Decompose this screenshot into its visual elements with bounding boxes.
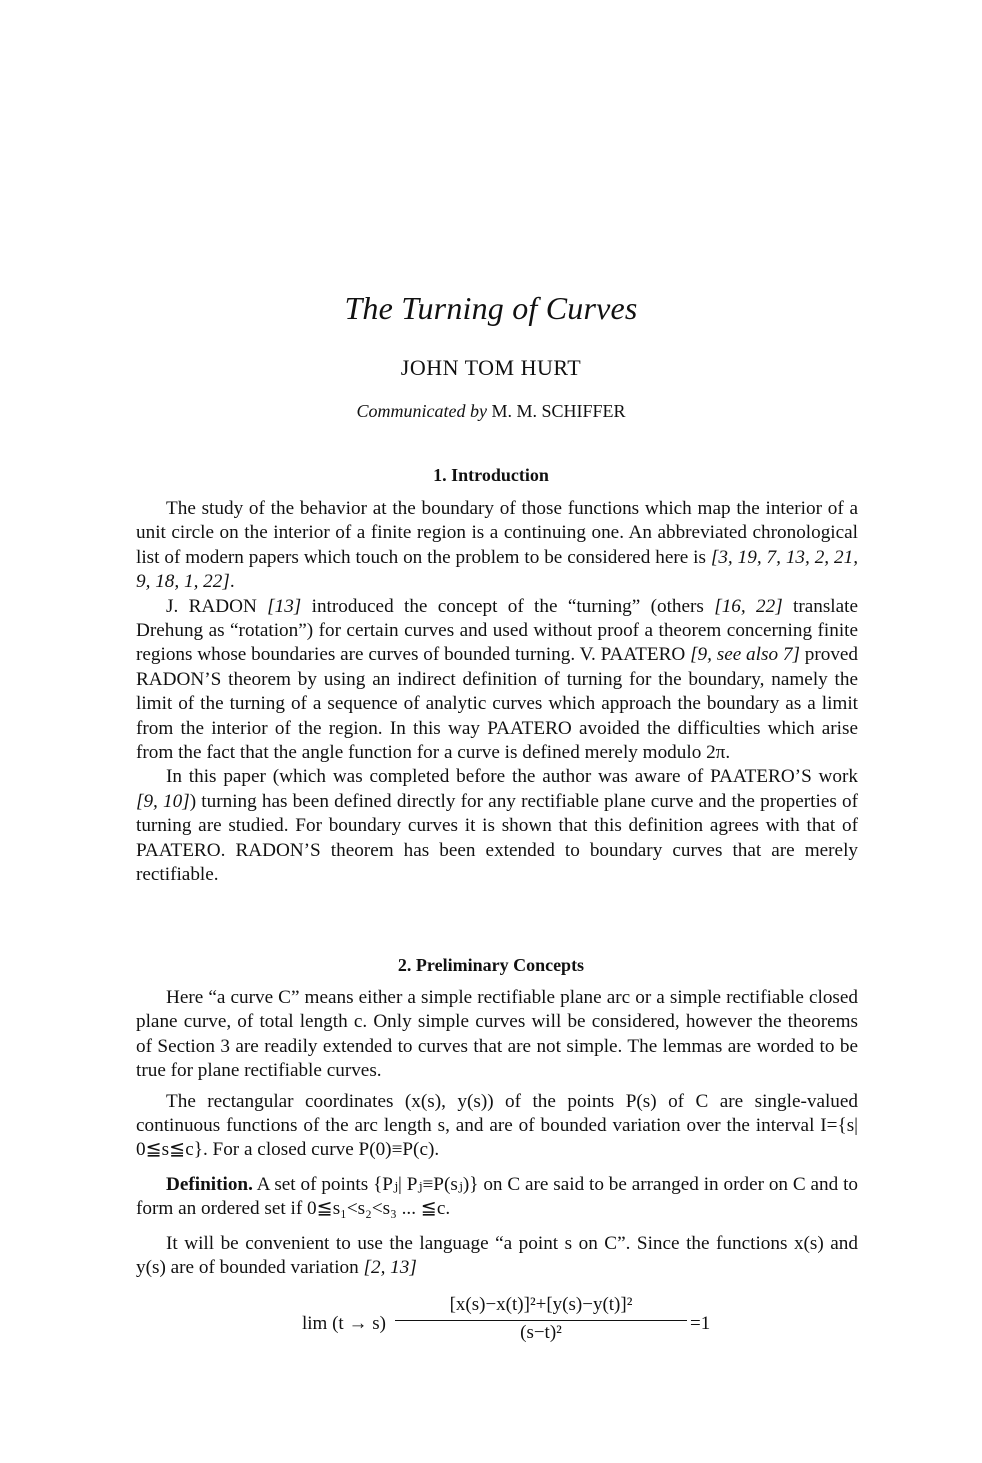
text-run: work [811, 766, 858, 788]
text-run: theorem by using an indirect definition of turning for the boundary, namely the limit of the turning of a sequence of analytic curves which approach the boundary as a limit from the interior of the region. In this way [136, 668, 858, 739]
definition-paragraph [136, 1173, 858, 1222]
text-run: theorem has been extended to boundary curves that are merely rectifiable. [136, 839, 858, 886]
citation: [16, 22] [714, 595, 783, 617]
equation-denominator: (s−t)² [520, 1322, 562, 1343]
author-reference: RADON [188, 595, 257, 617]
text-run: introduced the concept of the “turning” (others [301, 595, 715, 617]
author-reference: RADON’S [235, 839, 321, 861]
text-run: ) turning has been defined directly for any rectifiable plane curve and the properties of turning are studied. For boundary curves it is shown that this definition agrees with that of [136, 790, 859, 837]
text-run: proved [799, 644, 859, 666]
author-reference: PAATERO [487, 717, 572, 739]
text-run: It will be convenient to use the language “a point s on C”. Since the functions x(s) and y(s) are of bounded variation [136, 1232, 858, 1279]
communicator-surname: SCHIFFER [541, 401, 626, 421]
fraction-bar [395, 1320, 687, 1321]
equation-fraction [395, 1294, 687, 1344]
text-run: . [220, 839, 236, 861]
section-heading-introduction: 1. Introduction [433, 465, 549, 485]
prelim-paragraphs [136, 986, 858, 1280]
author-reference: PAATERO’S [710, 766, 812, 788]
prelim-paragraph-2: The rectangular coordinates (x(s), y(s)) of the points P(s) of C are single-valued continuous functions of the arc length s, and are of bounded variation over the interval I={s| 0≦s≦c}. For a closed curve P(0)≡P(c). [136, 1090, 858, 1161]
text-run: The study of the behavior at the boundary of those functions which map the interior of a unit circle on the interior of a finite region is a continuing one. An abbreviated chronological list of modern papers which touch on the problem to be considered here is [136, 498, 858, 568]
paper-title: The Turning of Curves [344, 290, 638, 326]
definition-text: A set of points {Pⱼ| Pⱼ≡P(sⱼ)} on C are said to be arranged in order on C and to form an ordered set if 0≦s₁<s₂<s₃ ... ≦c. [136, 1173, 858, 1220]
citation: [3, 19, 7, 13, 2, 21, 9, 18, 1, 22] [136, 546, 858, 593]
citation: [13] [267, 595, 302, 617]
intro-paragraph-2 [136, 595, 858, 766]
text-run: . [229, 571, 235, 593]
intro-paragraph-3 [136, 765, 858, 887]
equation-lhs: lim (t → s) [302, 1313, 386, 1334]
intro-paragraph-1 [136, 497, 858, 595]
citation: [2, 13] [363, 1257, 417, 1279]
equation-numerator: [x(s)−x(t)]²+[y(s)−y(t)]² [449, 1294, 633, 1315]
prelim-paragraph-3 [136, 1232, 858, 1281]
citation: [9, 10] [136, 790, 190, 812]
communicated-by [0, 401, 982, 422]
citation: [9, see also 7] [690, 644, 800, 666]
author-reference: RADON’S [136, 668, 222, 690]
text-run: avoided the difficulties which arise from the fact that the angle function for a curve is defined merely modulo 2π. [136, 717, 858, 764]
communicated-prefix: Communicated by [356, 401, 487, 421]
equation-rhs: =1 [690, 1313, 711, 1334]
author-reference: PAATERO [600, 644, 686, 666]
author-reference: PAATERO [136, 839, 221, 861]
section-heading-preliminary: 2. Preliminary Concepts [397, 955, 585, 975]
text-run: translate Drehung as “rotation”) for certain curves and used without proof a theorem concerning finite regions whose boundaries are curves of bounded turning. V. [136, 595, 858, 666]
definition-label: Definition. [166, 1173, 253, 1195]
prelim-paragraph-1: Here “a curve C” means either a simple rectifiable plane arc or a simple rectifiable closed plane curve, of total length c. Only simple curves will be considered, however the theorems of Section 3 are readily extended to curves that are not simple. The lemmas are worded to be true for plane rectifiable curves. [136, 987, 858, 1082]
text-run: J. [166, 595, 189, 617]
intro-paragraphs [136, 497, 858, 888]
author-name: JOHN TOM HURT [400, 355, 582, 380]
limit-equation [300, 1294, 711, 1350]
text-run: In this paper (which was completed before the author was aware of [166, 766, 711, 788]
communicator-initials: M. M. [491, 401, 537, 421]
